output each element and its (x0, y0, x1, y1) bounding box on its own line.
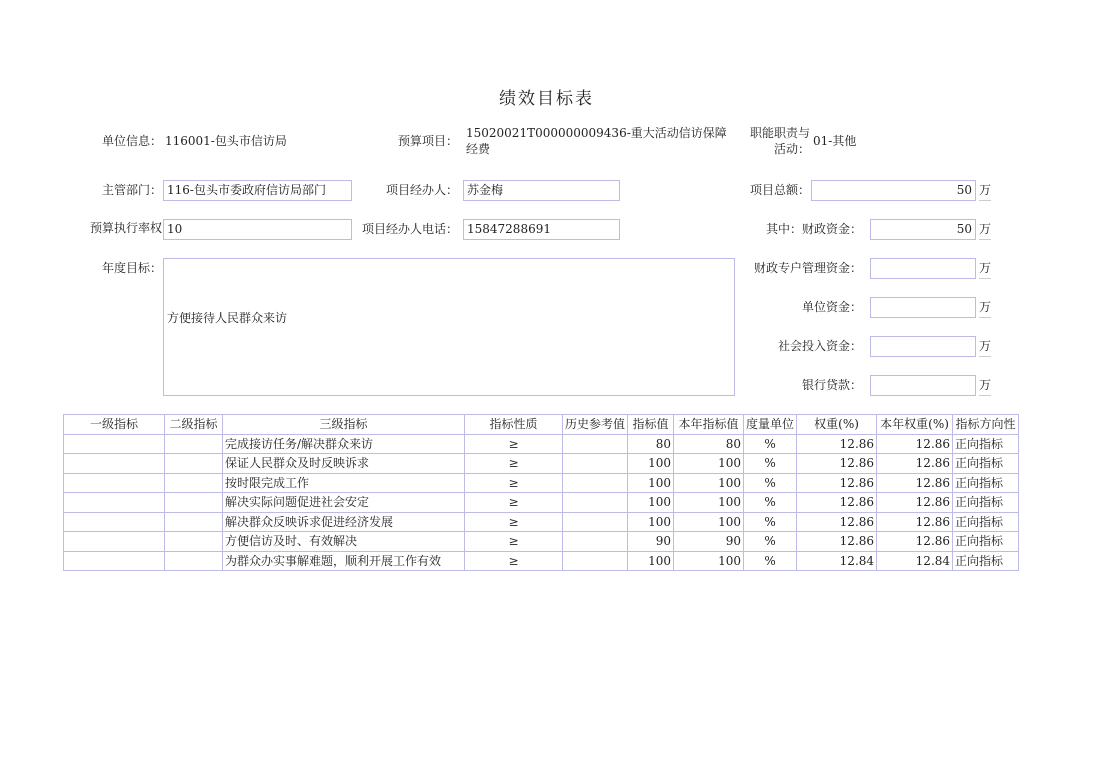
special-funds-unit: 万 (979, 261, 992, 275)
cell-direction[interactable]: 正向指标 (953, 434, 1019, 454)
unit-funds-label: 单位资金： (801, 300, 862, 314)
exec-weight-field[interactable]: 10 (163, 219, 352, 240)
cell-unit[interactable]: % (744, 551, 797, 571)
col-header-nature: 指标性质 (465, 415, 563, 435)
cell-level3[interactable]: 完成接访任务/解决群众来访 (223, 434, 465, 454)
col-header-year-weight: 本年权重(%) (877, 415, 953, 435)
col-header-unit: 度量单位 (744, 415, 797, 435)
cell-level3[interactable]: 方便信访及时、有效解决 (223, 532, 465, 552)
manager-field[interactable]: 苏金梅 (463, 180, 620, 201)
cell-year-value[interactable]: 100 (674, 551, 744, 571)
function-activity-label-line1: 职能职责与 (749, 126, 810, 140)
total-amount-label: 项目总额： (749, 183, 810, 197)
cell-history[interactable] (563, 493, 628, 513)
cell-unit[interactable]: % (744, 493, 797, 513)
cell-value[interactable]: 100 (628, 493, 674, 513)
cell-year-weight[interactable]: 12.86 (877, 434, 953, 454)
cell-year-weight[interactable]: 12.86 (877, 532, 953, 552)
indicator-table (63, 414, 1019, 571)
cell-weight[interactable]: 12.84 (797, 551, 877, 571)
cell-level3[interactable]: 为群众办实事解难题，顺利开展工作有效 (223, 551, 465, 571)
unit-funds-unit: 万 (979, 300, 992, 314)
cell-direction[interactable]: 正向指标 (953, 493, 1019, 513)
cell-value[interactable]: 100 (628, 454, 674, 474)
cell-weight[interactable]: 12.86 (797, 434, 877, 454)
cell-nature[interactable]: ≥ (465, 551, 563, 571)
function-activity-label-line2: 活动： (773, 142, 810, 156)
cell-history[interactable] (563, 454, 628, 474)
cell-year-value[interactable]: 80 (674, 434, 744, 454)
cell-level3[interactable]: 按时限完成工作 (223, 473, 465, 493)
table-header-row (64, 415, 1019, 435)
unit-info-value: 116001-包头市信访局 (165, 134, 287, 148)
cell-year-value[interactable]: 100 (674, 493, 744, 513)
cell-level1[interactable] (64, 512, 165, 532)
cell-level3[interactable]: 解决实际问题促进社会安定 (223, 493, 465, 513)
cell-level1[interactable] (64, 551, 165, 571)
social-funds-unit: 万 (979, 339, 992, 353)
cell-year-weight[interactable]: 12.86 (877, 473, 953, 493)
dept-field[interactable]: 116-包头市委政府信访局部门 (163, 180, 352, 201)
cell-value[interactable]: 100 (628, 512, 674, 532)
cell-level3[interactable]: 解决群众反映诉求促进经济发展 (223, 512, 465, 532)
manager-phone-field[interactable]: 15847288691 (463, 219, 620, 240)
cell-year-value[interactable]: 100 (674, 454, 744, 474)
cell-unit[interactable]: % (744, 473, 797, 493)
budget-project-value-line1: 15020021T000000009436-重大活动信访保障 (466, 126, 727, 140)
cell-unit[interactable]: % (744, 512, 797, 532)
cell-value[interactable]: 80 (628, 434, 674, 454)
cell-direction[interactable]: 正向指标 (953, 454, 1019, 474)
cell-year-weight[interactable]: 12.86 (877, 512, 953, 532)
col-header-level1: 一级指标 (64, 415, 165, 435)
cell-level2[interactable] (165, 551, 223, 571)
col-header-history: 历史参考值 (563, 415, 628, 435)
cell-year-weight[interactable]: 12.86 (877, 454, 953, 474)
col-header-year-value: 本年指标值 (674, 415, 744, 435)
cell-weight[interactable]: 12.86 (797, 512, 877, 532)
cell-value[interactable]: 100 (628, 473, 674, 493)
bank-loan-label: 银行贷款： (801, 378, 862, 392)
cell-direction[interactable]: 正向指标 (953, 512, 1019, 532)
col-header-level2: 二级指标 (165, 415, 223, 435)
table-row (64, 473, 1019, 493)
cell-direction[interactable]: 正向指标 (953, 473, 1019, 493)
table-row (64, 512, 1019, 532)
cell-level2[interactable] (165, 493, 223, 513)
unit-info-label: 单位信息： (101, 134, 162, 148)
cell-weight[interactable]: 12.86 (797, 454, 877, 474)
col-header-level3: 三级指标 (223, 415, 465, 435)
cell-direction[interactable]: 正向指标 (953, 551, 1019, 571)
fiscal-funds-unit: 万 (979, 222, 992, 236)
special-funds-field[interactable] (870, 258, 976, 279)
cell-nature[interactable]: ≥ (465, 454, 563, 474)
cell-history[interactable] (563, 512, 628, 532)
col-header-value: 指标值 (628, 415, 674, 435)
cell-year-weight[interactable]: 12.86 (877, 493, 953, 513)
budget-project-label: 预算项目： (397, 134, 458, 148)
total-amount-field[interactable]: 50 (811, 180, 976, 201)
budget-project-value-line2: 经费 (466, 142, 491, 156)
cell-unit[interactable]: % (744, 532, 797, 552)
table-row (64, 551, 1019, 571)
cell-level1[interactable] (64, 493, 165, 513)
cell-value[interactable]: 90 (628, 532, 674, 552)
cell-level1[interactable] (64, 434, 165, 454)
unit-funds-field[interactable] (870, 297, 976, 318)
cell-nature[interactable]: ≥ (465, 473, 563, 493)
cell-history[interactable] (563, 473, 628, 493)
cell-level1[interactable] (64, 473, 165, 493)
cell-unit[interactable]: % (744, 454, 797, 474)
cell-unit[interactable]: % (744, 434, 797, 454)
table-row (64, 434, 1019, 454)
cell-history[interactable] (563, 551, 628, 571)
bank-loan-field[interactable] (870, 375, 976, 396)
total-amount-unit: 万 (979, 183, 992, 197)
cell-level2[interactable] (165, 512, 223, 532)
cell-history[interactable] (563, 434, 628, 454)
cell-nature[interactable]: ≥ (465, 434, 563, 454)
col-header-direction: 指标方向性 (953, 415, 1019, 435)
fiscal-funds-label: 其中：财政资金： (765, 222, 862, 236)
cell-history[interactable] (563, 532, 628, 552)
annual-goal-field[interactable] (163, 258, 735, 396)
cell-nature[interactable]: ≥ (465, 512, 563, 532)
table-row (64, 493, 1019, 513)
page-title: 绩效目标表 (499, 89, 594, 109)
cell-level1[interactable] (64, 532, 165, 552)
cell-level2[interactable] (165, 532, 223, 552)
cell-year-value[interactable]: 100 (674, 512, 744, 532)
cell-year-value[interactable]: 90 (674, 532, 744, 552)
social-funds-field[interactable] (870, 336, 976, 357)
cell-nature[interactable]: ≥ (465, 493, 563, 513)
table-row (64, 454, 1019, 474)
annual-goal-label: 年度目标： (101, 261, 162, 275)
cell-weight[interactable]: 12.86 (797, 532, 877, 552)
special-funds-label: 财政专户管理资金： (753, 261, 862, 275)
cell-level3[interactable]: 保证人民群众及时反映诉求 (223, 454, 465, 474)
cell-level2[interactable] (165, 454, 223, 474)
cell-value[interactable]: 100 (628, 551, 674, 571)
cell-level1[interactable] (64, 454, 165, 474)
cell-weight[interactable]: 12.86 (797, 493, 877, 513)
social-funds-label: 社会投入资金： (777, 339, 862, 353)
annual-goal-text: 方便接待人民群众来访 (167, 311, 288, 325)
col-header-weight: 权重(%) (797, 415, 877, 435)
cell-nature[interactable]: ≥ (465, 532, 563, 552)
table-row (64, 532, 1019, 552)
dept-label: 主管部门： (101, 183, 162, 197)
cell-direction[interactable]: 正向指标 (953, 532, 1019, 552)
cell-year-weight[interactable]: 12.84 (877, 551, 953, 571)
manager-phone-label: 项目经办人电话： (361, 222, 458, 236)
exec-weight-label: 预算执行率权 (89, 221, 162, 235)
fiscal-funds-field[interactable]: 50 (870, 219, 976, 240)
cell-weight[interactable]: 12.86 (797, 473, 877, 493)
function-activity-value: 01-其他 (813, 134, 857, 148)
cell-level2[interactable] (165, 473, 223, 493)
cell-level2[interactable] (165, 434, 223, 454)
bank-loan-unit: 万 (979, 378, 992, 392)
cell-year-value[interactable]: 100 (674, 473, 744, 493)
manager-label: 项目经办人： (385, 183, 458, 197)
